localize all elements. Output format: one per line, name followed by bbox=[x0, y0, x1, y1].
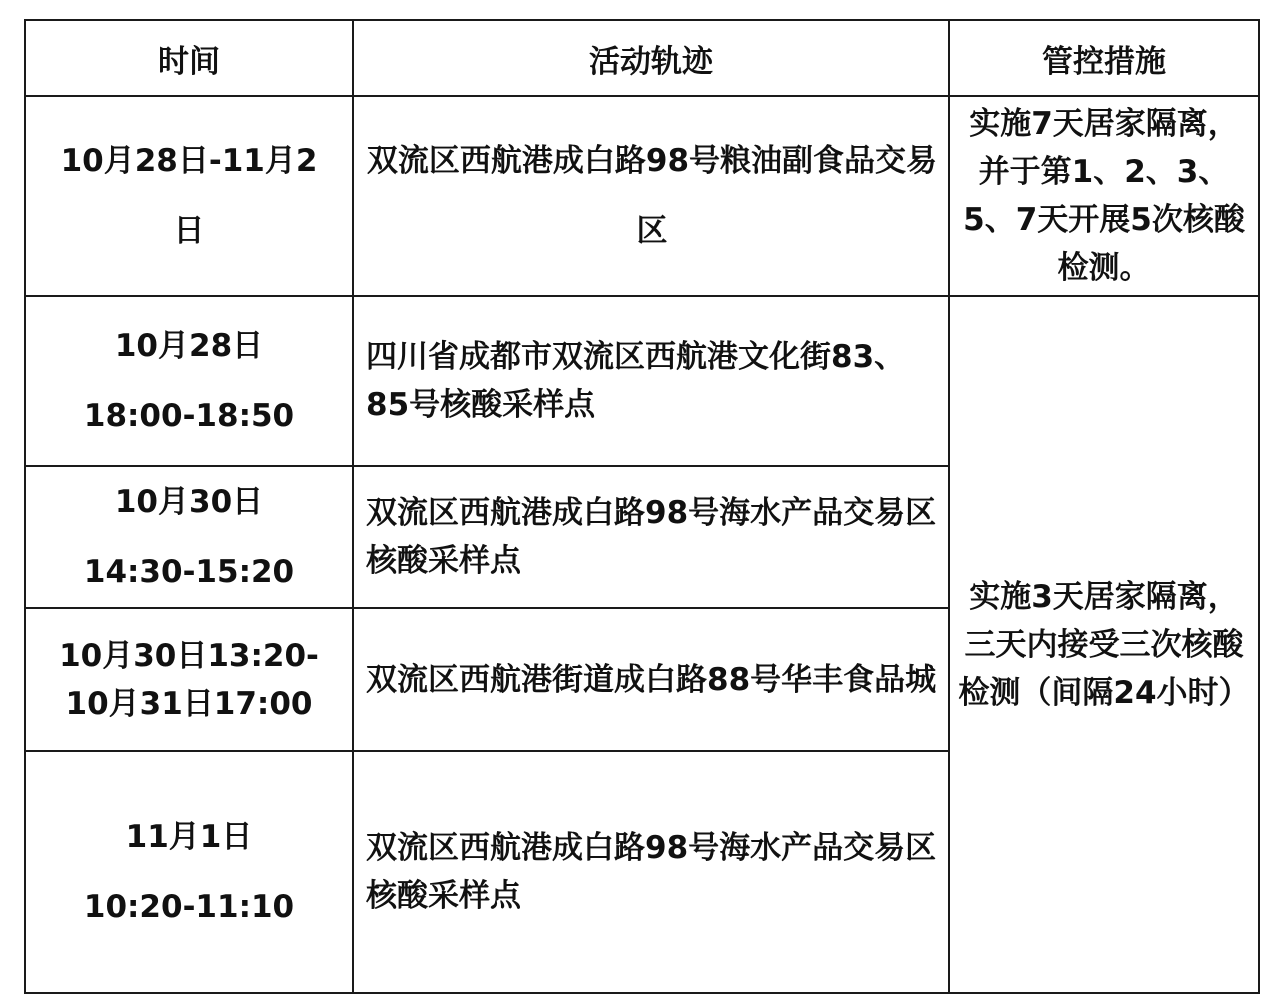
time-line: 日 bbox=[173, 213, 205, 249]
time-line: 10月28日 bbox=[114, 328, 264, 364]
trajectory-table-container bbox=[24, 19, 1258, 992]
trajectory-table bbox=[24, 19, 1260, 994]
time-line: 10:20-11:10 bbox=[83, 889, 295, 925]
header-measure: 管控措施 bbox=[949, 20, 1259, 96]
track-cell: 双流区西航港街道成白路88号华丰食品城 bbox=[353, 608, 949, 751]
track-cell: 双流区西航港成白路98号海水产品交易区核酸采样点 bbox=[353, 751, 949, 993]
time-cell bbox=[25, 96, 353, 296]
time-line: 10月31日17:00 bbox=[65, 685, 313, 722]
header-track: 活动轨迹 bbox=[353, 20, 949, 96]
table-row bbox=[25, 296, 1259, 466]
time-line: 18:00-18:50 bbox=[83, 398, 295, 434]
time-cell bbox=[25, 608, 353, 751]
track-cell: 双流区西航港成白路98号海水产品交易区核酸采样点 bbox=[353, 466, 949, 608]
time-cell bbox=[25, 296, 353, 466]
track-cell: 四川省成都市双流区西航港文化街83、85号核酸采样点 bbox=[353, 296, 949, 466]
measure-cell: 实施7天居家隔离，并于第1、2、3、5、7天开展5次核酸检测。 bbox=[949, 96, 1259, 296]
table-row bbox=[25, 96, 1259, 296]
time-line: 14:30-15:20 bbox=[83, 554, 295, 590]
time-cell bbox=[25, 751, 353, 993]
time-line: 11月1日 bbox=[125, 819, 253, 855]
shared-measure-cell: 实施3天居家隔离，三天内接受三次核酸检测（间隔24小时） bbox=[949, 296, 1259, 993]
time-line: 10月30日13:20- bbox=[59, 637, 319, 674]
time-cell bbox=[25, 466, 353, 608]
time-line: 10月30日 bbox=[114, 484, 264, 520]
table-header-row bbox=[25, 20, 1259, 96]
time-line: 10月28日-11月2 bbox=[60, 143, 318, 179]
header-time: 时间 bbox=[25, 20, 353, 96]
track-cell: 双流区西航港成白路98号粮油副食品交易区 bbox=[353, 96, 949, 296]
